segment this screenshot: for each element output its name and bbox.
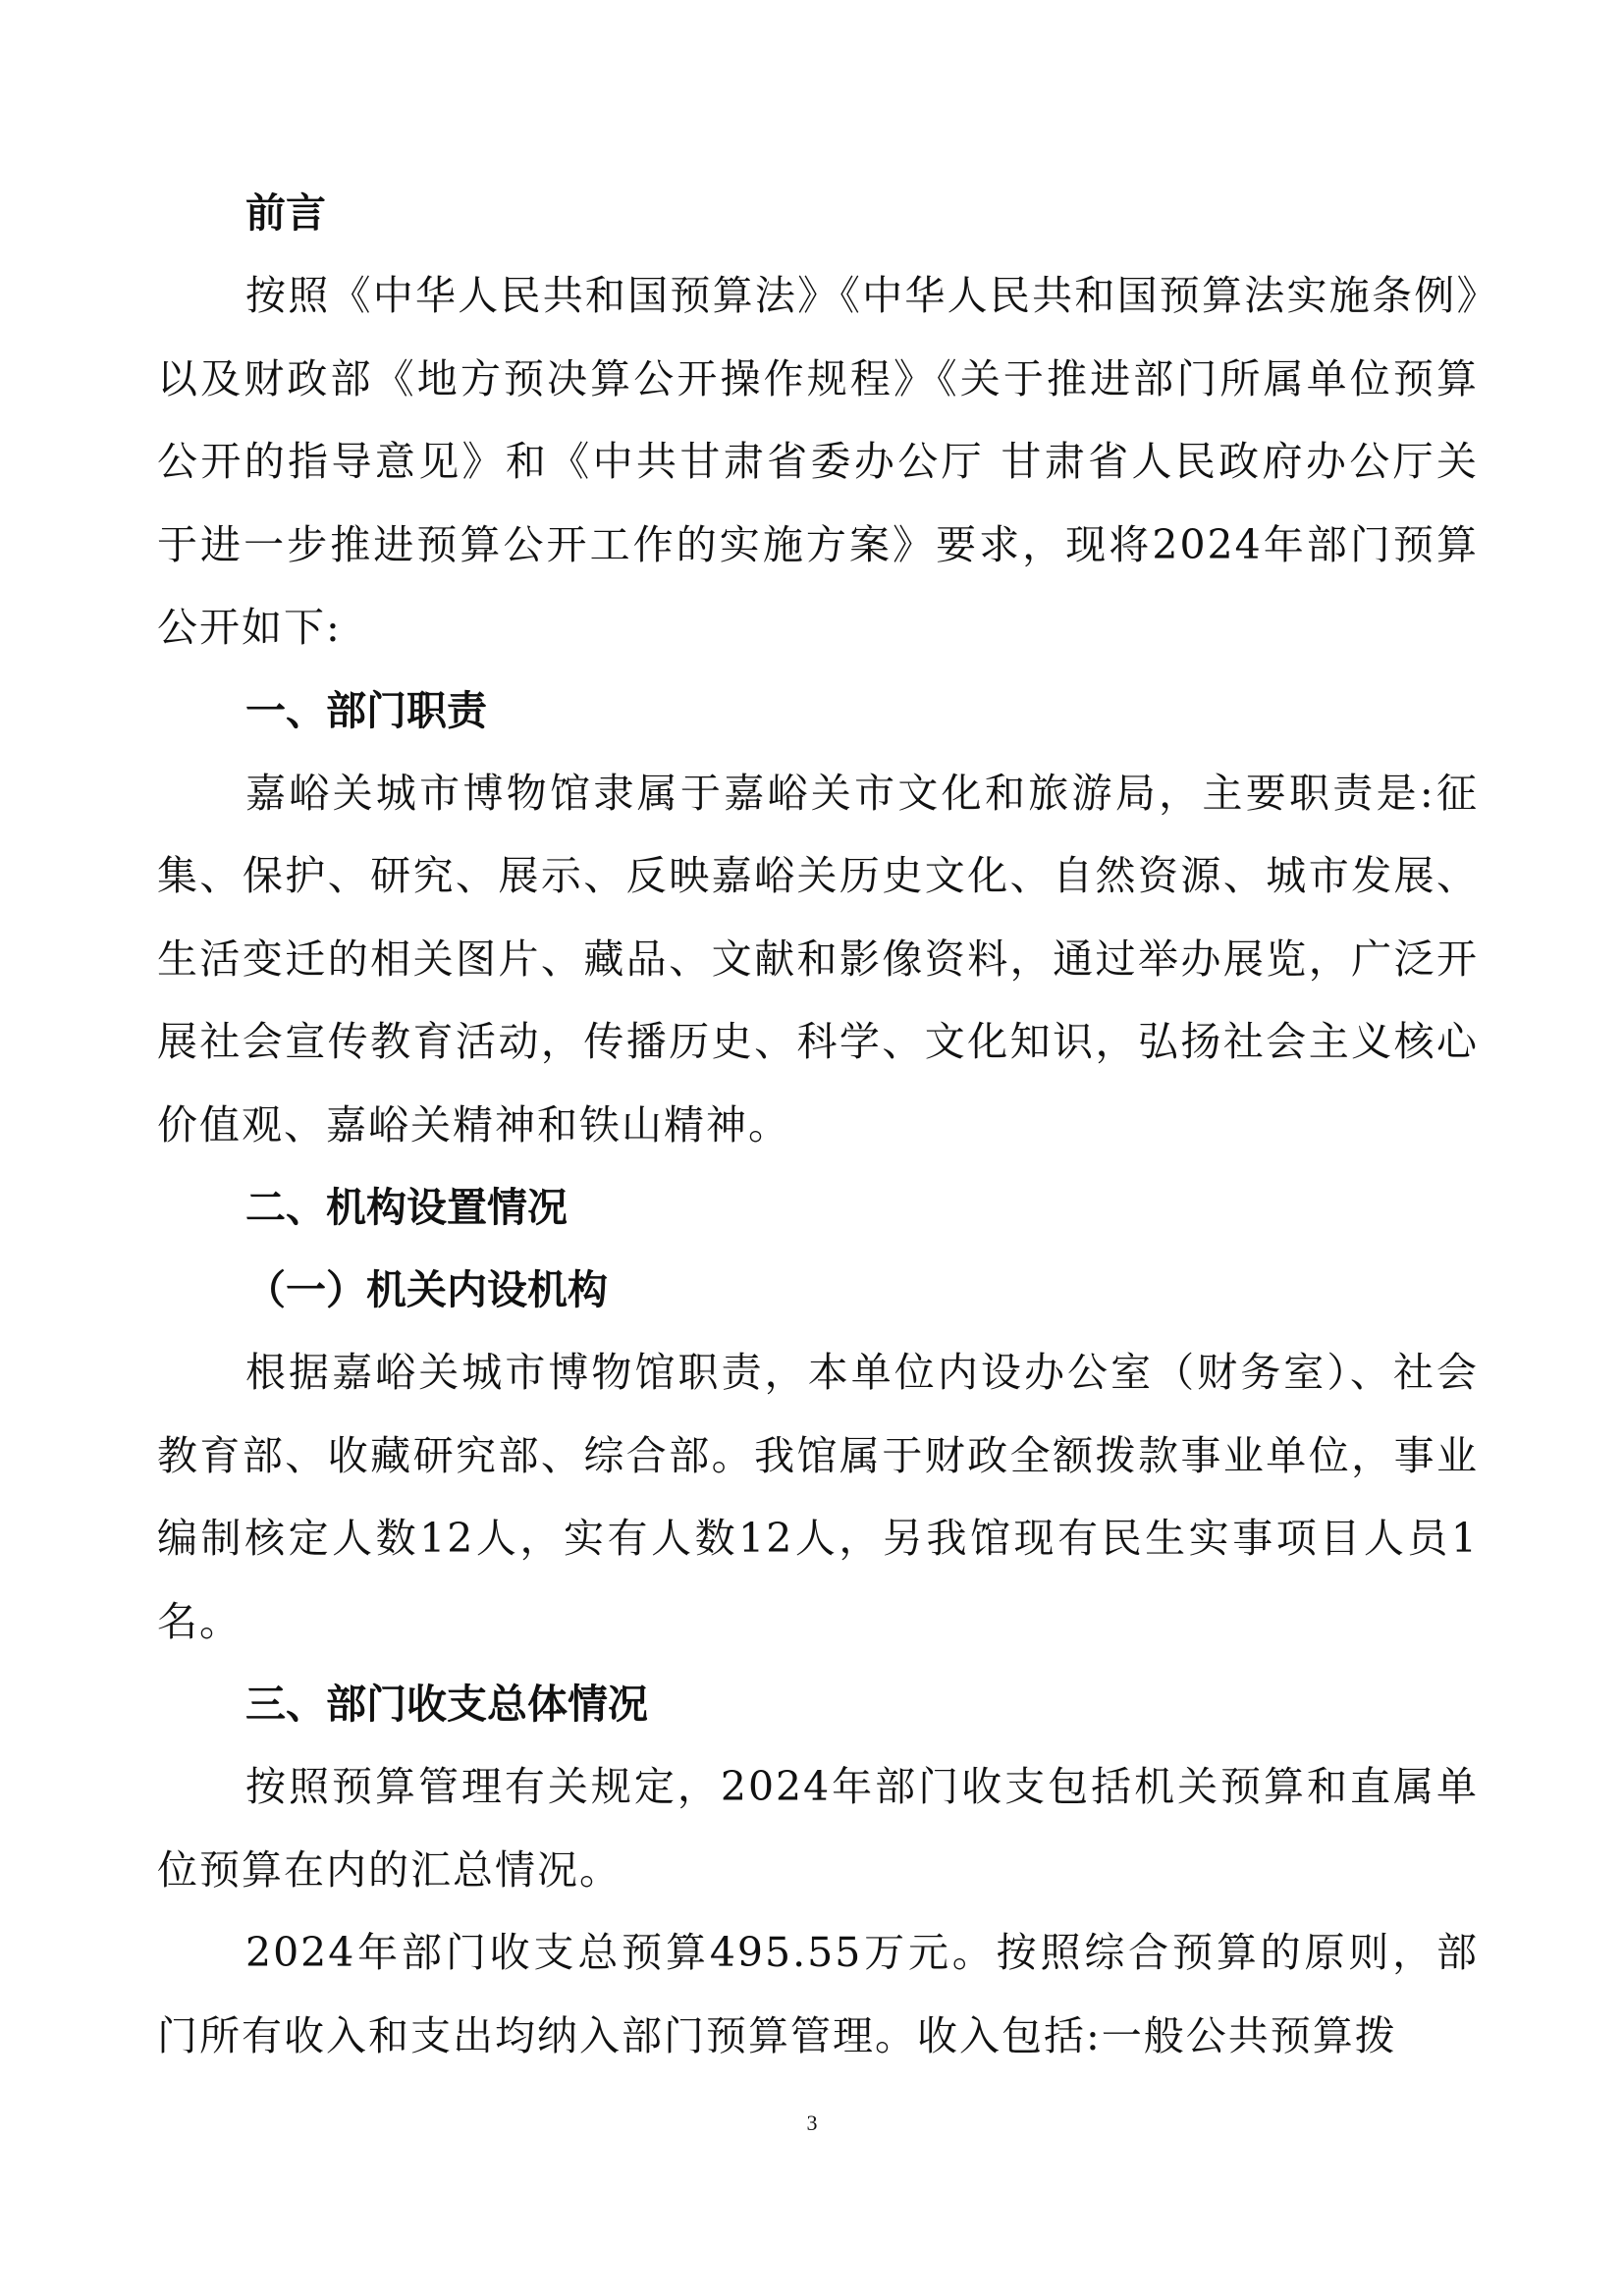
- paragraph-preface: 按照《中华人民共和国预算法》《中华人民共和国预算法实施条例》以及财政部《地方预决算公开操作规程》《关于推进部门所属单位预算公开的指导意见》和《中共甘肃省委办公厅 甘肃省人民政府办公厅关于进一步推进预算公开工作的实施方案》要求，现将2024年部门预算公开如下:: [157, 272, 1479, 651]
- paragraph-internal-departments: 根据嘉峪关城市博物馆职责，本单位内设办公室（财务室）、社会教育部、收藏研究部、综合部。我馆属于财政全额拨款事业单位，事业编制核定人数12人，实有人数12人，另我馆现有民生实事项目人员1名。: [157, 1349, 1479, 1645]
- paragraph-revenue-expenditure-scope: 按照预算管理有关规定，2024年部门收支包括机关预算和直属单位预算在内的汇总情况。: [157, 1763, 1479, 1894]
- heading-organization-setup: 二、机构设置情况: [245, 1184, 568, 1231]
- heading-preface: 前言: [245, 189, 326, 237]
- page-body: [157, 172, 1479, 2077]
- heading-revenue-expenditure: 三、部门收支总体情况: [245, 1681, 648, 1728]
- heading-department-duties: 一、部门职责: [245, 686, 487, 734]
- heading-internal-departments: （一）机关内设机构: [245, 1266, 608, 1313]
- page-number: 3: [806, 2110, 818, 2135]
- paragraph-revenue-expenditure-total: 2024年部门收支总预算495.55万元。按照综合预算的原则，部门所有收入和支出均纳入部门预算管理。收入包括:一般公共预算拨: [157, 1929, 1479, 2059]
- paragraph-department-duties: 嘉峪关城市博物馆隶属于嘉峪关市文化和旅游局，主要职责是:征集、保护、研究、展示、反映嘉峪关历史文化、自然资源、城市发展、生活变迁的相关图片、藏品、文献和影像资料，通过举办展览，广泛开展社会宣传教育活动，传播历史、科学、文化知识，弘扬社会主义核心价值观、嘉峪关精神和铁山精神。: [157, 769, 1479, 1148]
